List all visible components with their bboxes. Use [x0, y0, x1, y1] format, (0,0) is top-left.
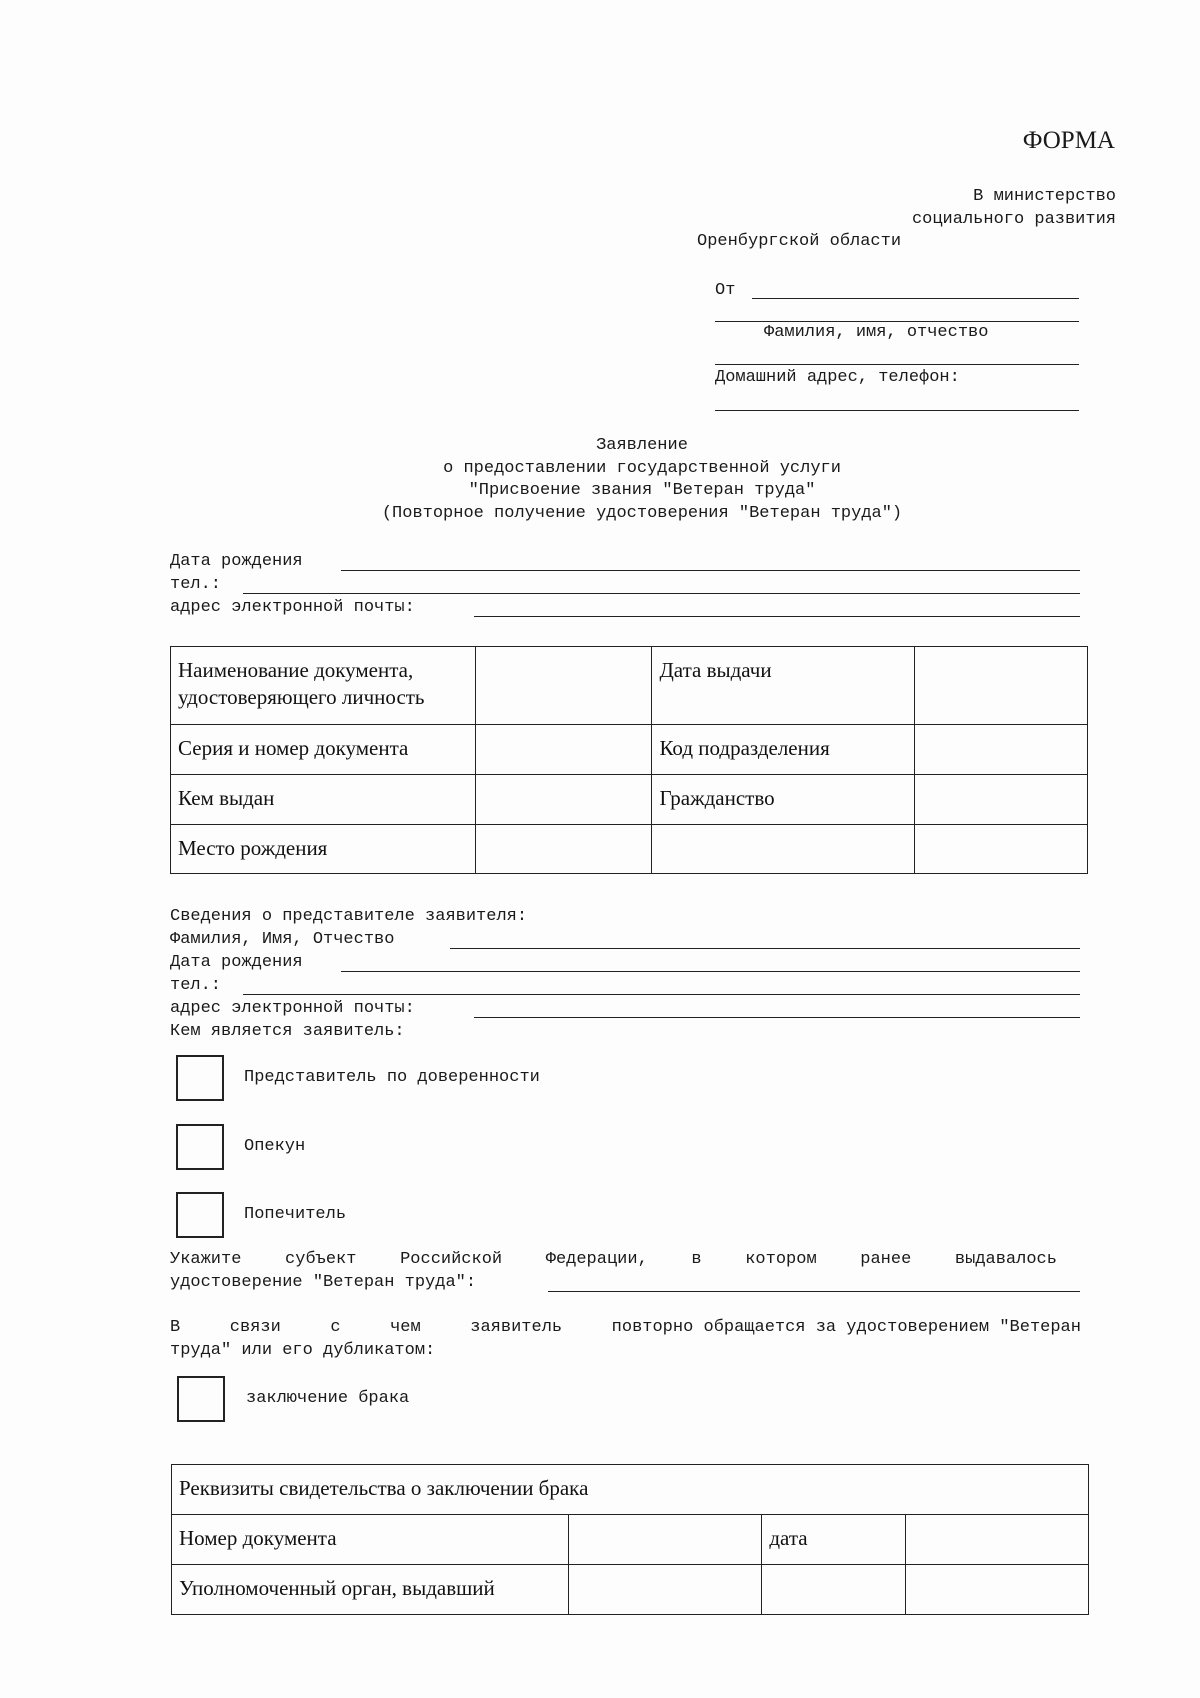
recipient-line-2: социального развития: [911, 210, 1116, 229]
email-label: адрес электронной почты:: [170, 598, 415, 617]
from-label: От: [715, 281, 736, 300]
phone-label: тел.:: [170, 575, 222, 594]
region-question-line-2: удостоверение "Ветеран труда":: [170, 1273, 477, 1292]
option-proxy-checkbox[interactable]: [176, 1055, 224, 1101]
id-document-table: [170, 646, 1088, 874]
birthplace-label: Место рождения: [171, 825, 476, 874]
birth-date-label: Дата рождения: [170, 552, 303, 571]
option-proxy-label: Представитель по доверенности: [244, 1068, 540, 1087]
option-guardian-checkbox[interactable]: [176, 1124, 224, 1170]
word: ранее: [860, 1250, 912, 1269]
empty-cell[interactable]: [652, 825, 915, 874]
phone-line[interactable]: [243, 593, 1080, 594]
empty-cell[interactable]: [915, 825, 1088, 874]
certificate-number-cell[interactable]: [568, 1515, 762, 1565]
word: Укажите: [170, 1250, 242, 1269]
rep-email-line[interactable]: [474, 1017, 1080, 1018]
email-line[interactable]: [474, 616, 1080, 617]
word: В: [170, 1318, 181, 1337]
from-line[interactable]: [752, 298, 1079, 299]
series-number-label: Серия и номер документа: [171, 725, 476, 775]
word: повторно обращается за удостоверением "Ветеран: [611, 1318, 1081, 1337]
option-trustee-label: Попечитель: [244, 1205, 347, 1224]
title-line-4: (Повторное получение удостоверения "Ветеран труда"): [381, 504, 903, 523]
form-label: ФОРМА: [1022, 127, 1115, 154]
certificate-number-label: Номер документа: [172, 1515, 569, 1565]
region-answer-line[interactable]: [548, 1291, 1080, 1292]
rep-phone-label: тел.:: [170, 976, 222, 995]
id-doc-name-cell[interactable]: [475, 647, 652, 725]
citizenship-label: Гражданство: [652, 775, 915, 825]
word: субъект: [285, 1250, 357, 1269]
certificate-date-label: дата: [762, 1515, 906, 1565]
marriage-checkbox[interactable]: [177, 1376, 225, 1422]
word: связи: [229, 1318, 281, 1337]
id-doc-name-label: Наименование документа, удостоверяющего личность: [171, 647, 476, 725]
word: с: [330, 1318, 341, 1337]
fio-caption: Фамилия, имя, отчество: [764, 323, 989, 342]
issued-by-label: Кем выдан: [171, 775, 476, 825]
address-line-2[interactable]: [715, 410, 1079, 411]
recipient-line-3: Оренбургской области: [697, 232, 902, 251]
title-line-3: "Присвоение звания "Ветеран труда": [468, 481, 816, 500]
citizenship-cell[interactable]: [915, 775, 1088, 825]
option-trustee-checkbox[interactable]: [176, 1192, 224, 1238]
rep-fio-line[interactable]: [450, 948, 1080, 949]
issue-date-label: Дата выдачи: [652, 647, 915, 725]
series-number-cell[interactable]: [475, 725, 652, 775]
reason-question-line-2: труда" или его дубликатом:: [170, 1341, 436, 1360]
recipient-line-1: В министерство: [973, 187, 1116, 206]
rep-birth-label: Дата рождения: [170, 953, 303, 972]
division-code-label: Код подразделения: [652, 725, 915, 775]
marriage-option-label: заключение брака: [246, 1389, 410, 1408]
word: в: [691, 1250, 702, 1269]
word: Федерации,: [545, 1250, 648, 1269]
word: заявитель: [470, 1318, 563, 1337]
rep-fio-label: Фамилия, Имя, Отчество: [170, 930, 395, 949]
rep-phone-line[interactable]: [243, 994, 1080, 995]
rep-birth-line[interactable]: [341, 971, 1080, 972]
who-is-applicant-label: Кем является заявитель:: [170, 1022, 405, 1041]
birth-date-line[interactable]: [341, 570, 1080, 571]
empty-cell[interactable]: [762, 1565, 906, 1615]
issued-by-cell[interactable]: [475, 775, 652, 825]
word: котором: [745, 1250, 817, 1269]
title-line-2: о предоставлении государственной услуги: [443, 459, 841, 478]
address-line-1[interactable]: [715, 364, 1079, 365]
option-guardian-label: Опекун: [244, 1137, 306, 1156]
title-line-1: Заявление: [596, 436, 688, 455]
birthplace-cell[interactable]: [475, 825, 652, 874]
address-label: Домашний адрес, телефон:: [715, 368, 960, 387]
word: чем: [390, 1318, 421, 1337]
representative-heading: Сведения о представителе заявителя:: [170, 907, 528, 926]
reason-question-line-1: [170, 1317, 1081, 1339]
word: выдавалось: [954, 1250, 1057, 1269]
word: Российской: [400, 1250, 503, 1269]
issuing-authority-cell[interactable]: [568, 1565, 762, 1615]
region-question-line-1: [170, 1249, 1057, 1271]
rep-email-label: адрес электронной почты:: [170, 999, 415, 1018]
certificate-date-cell[interactable]: [906, 1515, 1089, 1565]
issuing-authority-label: Уполномоченный орган, выдавший: [172, 1565, 569, 1615]
issue-date-cell[interactable]: [915, 647, 1088, 725]
marriage-certificate-table: [171, 1464, 1089, 1615]
division-code-cell[interactable]: [915, 725, 1088, 775]
empty-cell[interactable]: [906, 1565, 1089, 1615]
marriage-table-header: Реквизиты свидетельства о заключении брака: [172, 1465, 1089, 1515]
